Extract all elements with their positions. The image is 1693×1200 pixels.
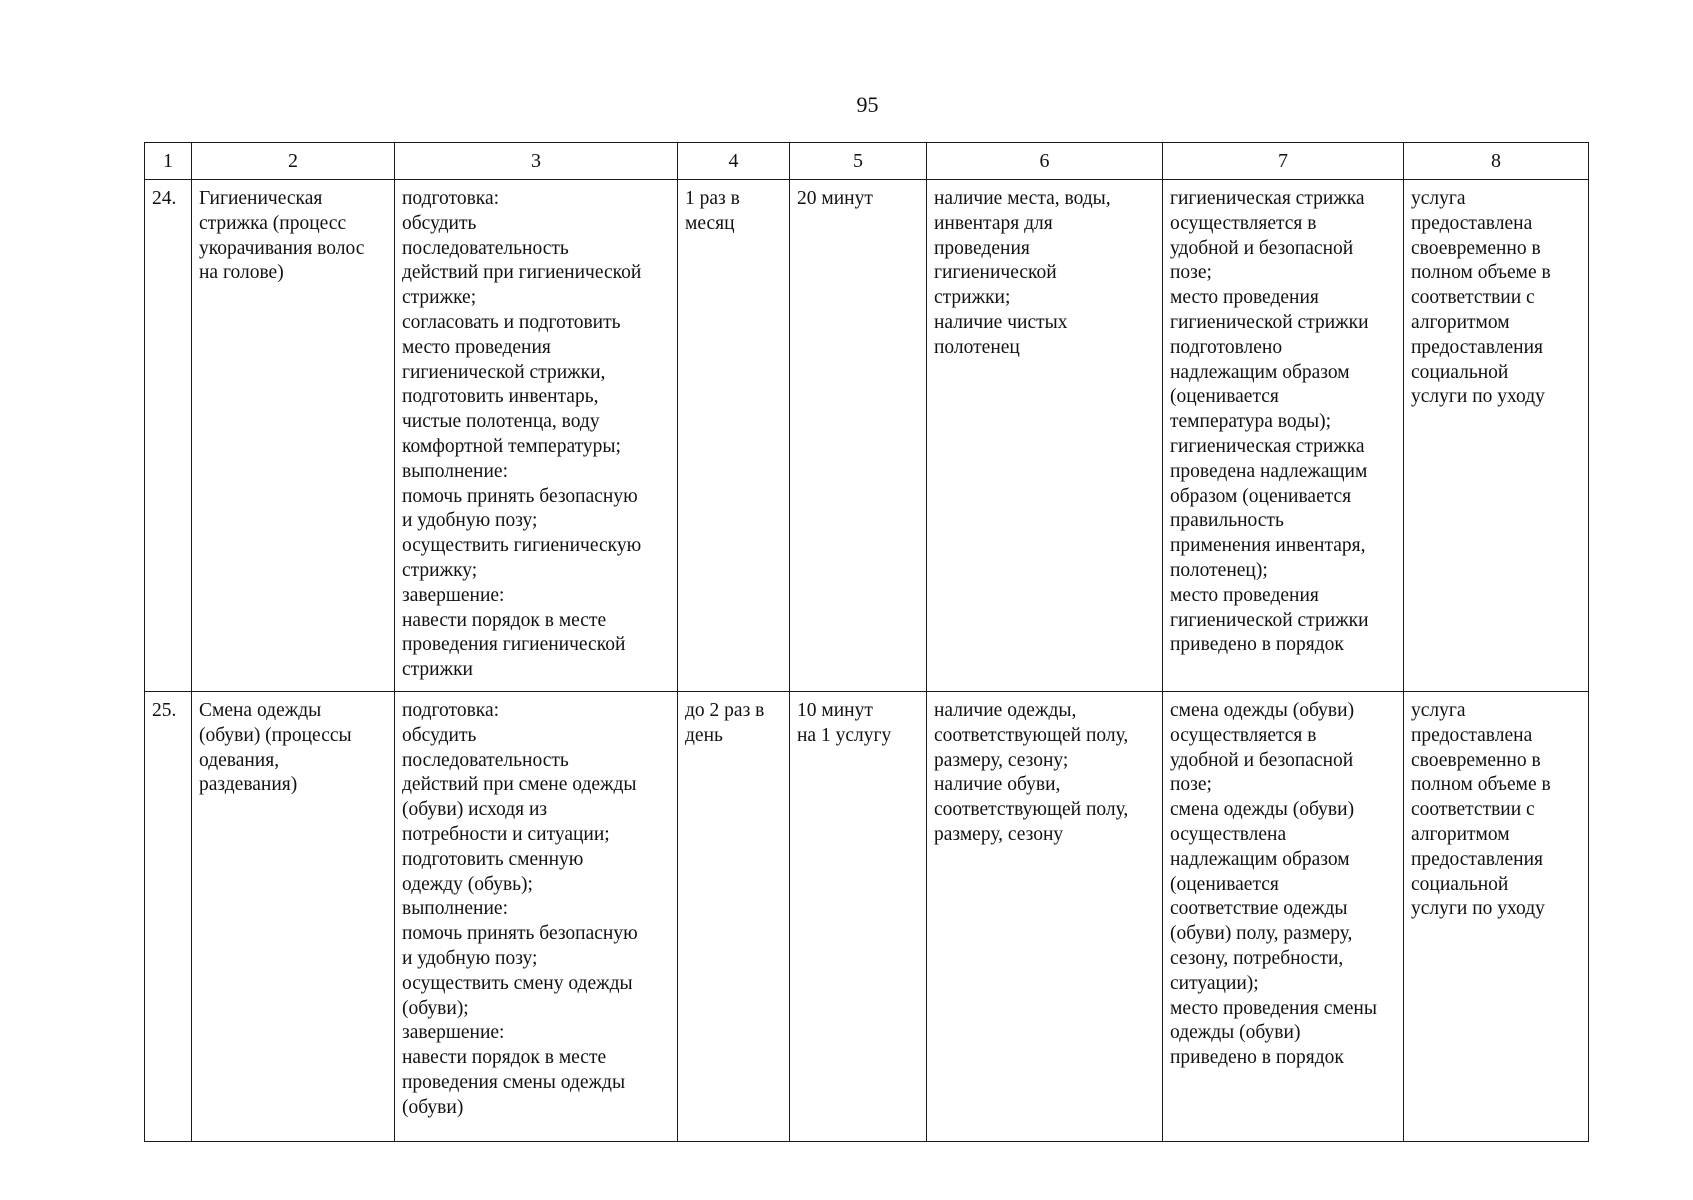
cell-line: полном объеме в [1411,262,1551,284]
cell-line: гигиенической стрижки, [402,361,606,383]
table-row [145,180,1589,692]
cell-line: осуществляется в [1170,212,1317,234]
cell-line: подготовить сменную [402,848,584,870]
cell-line: гигиеническая стрижка [1170,188,1365,209]
header-cell: 2 [192,143,395,180]
services-table [144,142,1589,1142]
cell-line: раздевания) [199,774,298,796]
cell-line: стрижке; [402,287,477,309]
cell-line: инвентаря для [934,212,1053,234]
service-name-cell [192,180,395,692]
cell-line: гигиенической стрижки [1170,311,1369,333]
cell-line: выполнение: [402,898,509,920]
cell-line: предоставления [1411,336,1543,358]
cell-line: соответствие одежды [1170,898,1348,920]
conditions-cell [927,180,1163,692]
cell-line: завершение: [402,584,505,606]
cell-line: алгоритмом [1411,823,1510,845]
header-cell: 5 [790,143,927,180]
cell-line: сезону, потребности, [1170,947,1344,969]
cell-line: осуществить гигиеническую [402,535,642,557]
cell-line: день [685,724,723,746]
service-name-cell [192,692,395,1142]
cell-line: завершение: [402,1022,505,1044]
cell-line: место проведения [1170,287,1319,309]
cell-line: наличие одежды, [934,700,1077,721]
cell-line: и удобную позу; [402,510,538,532]
header-cell: 4 [678,143,790,180]
header-cell: 1 [145,143,192,180]
cell-line: услуги по уходу [1411,386,1545,408]
evaluation-cell [1404,692,1589,1142]
cell-line: (обуви) полу, размеру, [1170,923,1353,945]
cell-line: гигиенической [934,262,1057,284]
header-cell: 8 [1404,143,1589,180]
cell-line: стрижку; [402,559,478,581]
cell-line: согласовать и подготовить [402,311,621,333]
cell-line: осуществляется в [1170,724,1317,746]
header-cell: 3 [395,143,678,180]
cell-line: ситуации); [1170,972,1259,994]
cell-line: потребности и ситуации; [402,823,610,845]
cell-line: и удобную позу; [402,947,538,969]
cell-line: надлежащим образом [1170,361,1350,383]
duration-cell [790,180,927,692]
cell-line: алгоритмом [1411,311,1510,333]
cell-line: место проведения смены [1170,997,1377,1019]
header-cell: 6 [927,143,1163,180]
cell-line: подготовлено [1170,336,1283,358]
cell-line: соответствии с [1411,287,1535,309]
cell-line: до 2 раз в [685,700,765,721]
cell-line: соответствии с [1411,799,1535,821]
row-number: 25. [145,692,192,1142]
cell-line: надлежащим образом [1170,848,1350,870]
cell-line: (оценивается [1170,386,1279,408]
cell-line: смена одежды (обуви) [1170,700,1355,721]
cell-line: позе; [1170,262,1212,284]
header-row [145,143,1589,180]
cell-line: обсудить [402,724,477,746]
cell-line: 1 раз в [685,188,740,209]
cell-line: последовательность [402,749,569,771]
cell-line: полотенец); [1170,559,1268,581]
cell-line: на голове) [199,262,284,284]
cell-line: Смена одежды [199,700,322,721]
cell-line: укорачивания волос [199,237,365,259]
cell-line: (обуви); [402,997,469,1019]
cell-line: (оценивается [1170,873,1279,895]
cell-line: наличие обуви, [934,774,1061,796]
cell-line: одежды (обуви) [1170,1022,1301,1044]
cell-line: подготовка: [402,188,500,209]
cell-line: своевременно в [1411,237,1541,259]
cell-line: наличие места, воды, [934,188,1111,209]
cell-line: приведено в порядок [1170,1047,1344,1069]
cell-line: проведена надлежащим [1170,460,1368,482]
cell-line: температура воды); [1170,411,1331,433]
cell-line: осуществить смену одежды [402,972,633,994]
cell-line: применения инвентаря, [1170,535,1366,557]
cell-line: правильность [1170,510,1284,532]
cell-line: стрижки; [934,287,1011,309]
cell-line: услуга [1411,700,1466,721]
cell-line: стрижки [402,659,473,681]
cell-line: действий при гигиенической [402,262,642,284]
duration-cell [790,692,927,1142]
cell-line: последовательность [402,237,569,259]
cell-line: (обуви) (процессы [199,724,352,746]
cell-line: предоставления [1411,848,1543,870]
conditions-cell [927,692,1163,1142]
cell-line: предоставлена [1411,212,1533,234]
cell-line: удобной и безопасной [1170,749,1354,771]
cell-line: на 1 услугу [797,724,892,746]
cell-line: проведения [934,237,1030,259]
row-number: 24. [145,180,192,692]
cell-line: соответствующей полу, [934,724,1129,746]
table-row [145,692,1589,1142]
cell-line: навести порядок в месте [402,1047,607,1069]
cell-line: своевременно в [1411,749,1541,771]
cell-line: образом (оценивается [1170,485,1352,507]
frequency-cell [678,692,790,1142]
cell-line: проведения гигиенической [402,634,626,656]
cell-line: помочь принять безопасную [402,923,638,945]
service-content-cell [395,180,678,692]
cell-line: одевания, [199,749,280,771]
cell-line: проведения смены одежды [402,1071,626,1093]
cell-line: удобной и безопасной [1170,237,1354,259]
evaluation-cell [1404,180,1589,692]
cell-line: осуществлена [1170,823,1287,845]
cell-line: позе; [1170,774,1212,796]
cell-line: подготовка: [402,700,500,721]
page-number: 95 [856,92,879,117]
header-cell: 7 [1163,143,1404,180]
cell-line: действий при смене одежды [402,774,637,796]
cell-line: обсудить [402,212,477,234]
cell-line: полотенец [934,336,1020,358]
cell-line: месяц [685,212,735,234]
cell-line: смена одежды (обуви) [1170,799,1355,821]
cell-line: место проведения [1170,584,1319,606]
cell-line: 20 минут [797,188,873,209]
cell-line: подготовить инвентарь, [402,386,599,408]
quality-indicators-cell [1163,692,1404,1142]
cell-line: гигиенической стрижки [1170,609,1369,631]
cell-line: предоставлена [1411,724,1533,746]
cell-line: услуга [1411,188,1466,209]
service-content-cell [395,692,678,1142]
cell-line: навести порядок в месте [402,609,607,631]
cell-line: выполнение: [402,460,509,482]
cell-line: стрижка (процесс [199,212,347,234]
frequency-cell [678,180,790,692]
cell-line: социальной [1411,873,1509,895]
cell-line: место проведения [402,336,551,358]
cell-line: гигиеническая стрижка [1170,435,1365,457]
cell-line: полном объеме в [1411,774,1551,796]
cell-line: размеру, сезону; [934,749,1069,771]
cell-line: помочь принять безопасную [402,485,638,507]
cell-line: комфортной температуры; [402,435,621,457]
cell-line: приведено в порядок [1170,634,1344,656]
cell-line: 10 минут [797,700,873,721]
cell-line: (обуви) [402,1096,464,1118]
cell-line: социальной [1411,361,1509,383]
cell-line: Гигиеническая [199,188,323,209]
cell-line: наличие чистых [934,311,1068,333]
cell-line: соответствующей полу, [934,799,1129,821]
cell-line: (обуви) исходя из [402,799,548,821]
cell-line: размеру, сезону [934,823,1064,845]
cell-line: одежду (обувь); [402,873,533,895]
cell-line: услуги по уходу [1411,898,1545,920]
quality-indicators-cell [1163,180,1404,692]
cell-line: чистые полотенца, воду [402,411,600,433]
